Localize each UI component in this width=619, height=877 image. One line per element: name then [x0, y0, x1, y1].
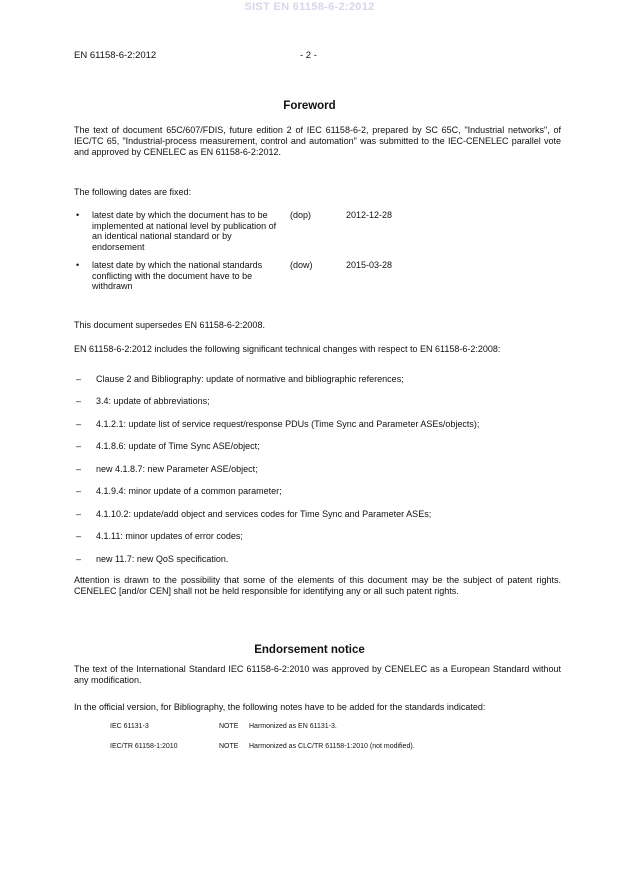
supersedes-text: This document supersedes EN 61158-6-2:2008. [74, 320, 265, 330]
dash-marker: – [76, 531, 82, 541]
bullet-icon: • [76, 210, 80, 220]
dash-marker: – [76, 441, 82, 451]
change-item: new 4.1.8.7: new Parameter ASE/object; [96, 464, 258, 474]
change-item: 4.1.2.1: update list of service request/response PDUs (Time Sync and Parameter ASEs/objects); [96, 419, 480, 429]
changes-intro: EN 61158-6-2:2012 includes the following significant technical changes with respect to EN 61158-6-2:2008: [74, 344, 501, 354]
change-item: new 11.7: new QoS specification. [96, 554, 229, 564]
bullet-icon: • [76, 260, 80, 270]
note-text: Harmonized as CLC/TR 61158-1:2010 (not modified). [249, 743, 415, 750]
date-item-dop-abbr: (dop) [290, 210, 312, 220]
date-item-dow-text: latest date by which the national standards conflicting with the document have to be withdrawn [92, 260, 263, 292]
date-item-dop-text: latest date by which the document has to be implemented at national level by publication of an identical national standard or by endorsement [92, 210, 277, 253]
watermark: SIST EN 61158-6-2:2012 [244, 1, 375, 13]
date-item-dow-abbr: (dow) [290, 260, 313, 270]
header-doc-id: EN 61158-6-2:2012 [74, 50, 157, 61]
foreword-title: Foreword [283, 100, 336, 112]
dash-marker: – [76, 419, 82, 429]
change-item: 3.4: update of abbreviations; [96, 396, 210, 406]
dash-marker: – [76, 486, 82, 496]
note-standard: IEC/TR 61158-1:2010 [110, 743, 178, 750]
endorsement-title: Endorsement notice [254, 644, 365, 656]
note-standard: IEC 61131-3 [110, 723, 149, 730]
change-item: 4.1.10.2: update/add object and services codes for Time Sync and Parameter ASEs; [96, 509, 432, 519]
date-item-dow-date: 2015-03-28 [346, 260, 393, 270]
dash-marker: – [76, 374, 82, 384]
dash-marker: – [76, 554, 82, 564]
dates-intro: The following dates are fixed: [74, 187, 192, 197]
endorsement-text: The text of the International Standard IEC 61158-6-2:2010 was approved by CENELEC as a European Standard without any modification. [74, 664, 561, 685]
change-item: 4.1.9.4: minor update of a common parameter; [96, 486, 282, 496]
notes-intro: In the official version, for Bibliography, the following notes have to be added for the standards indicated: [74, 702, 486, 712]
header-page-number: - 2 - [300, 50, 317, 61]
foreword-intro: The text of document 65C/607/FDIS, future edition 2 of IEC 61158-6-2, prepared by SC 65C, "Industrial networks", of IEC/TC 65, "Industrial-process measurement, control and automation" was submitted to the IEC-CENELEC parallel vote and approved by CENELEC as EN 61158-6-2:2012. [74, 125, 561, 157]
change-item: Clause 2 and Bibliography: update of normative and bibliographic references; [96, 374, 404, 384]
change-item: 4.1.8.6: update of Time Sync ASE/object; [96, 441, 260, 451]
note-label: NOTE [219, 723, 239, 730]
change-item: 4.1.11: minor updates of error codes; [96, 531, 243, 541]
note-label: NOTE [219, 743, 239, 750]
patent-notice: Attention is drawn to the possibility that some of the elements of this document may be the subject of patent rights. CENELEC [and/or CEN] shall not be held responsible for identifying any or all such patent rights. [74, 575, 561, 596]
dash-marker: – [76, 396, 82, 406]
dash-marker: – [76, 464, 82, 474]
dash-marker: – [76, 509, 82, 519]
note-text: Harmonized as EN 61131-3. [249, 723, 337, 730]
date-item-dop-date: 2012-12-28 [346, 210, 393, 220]
